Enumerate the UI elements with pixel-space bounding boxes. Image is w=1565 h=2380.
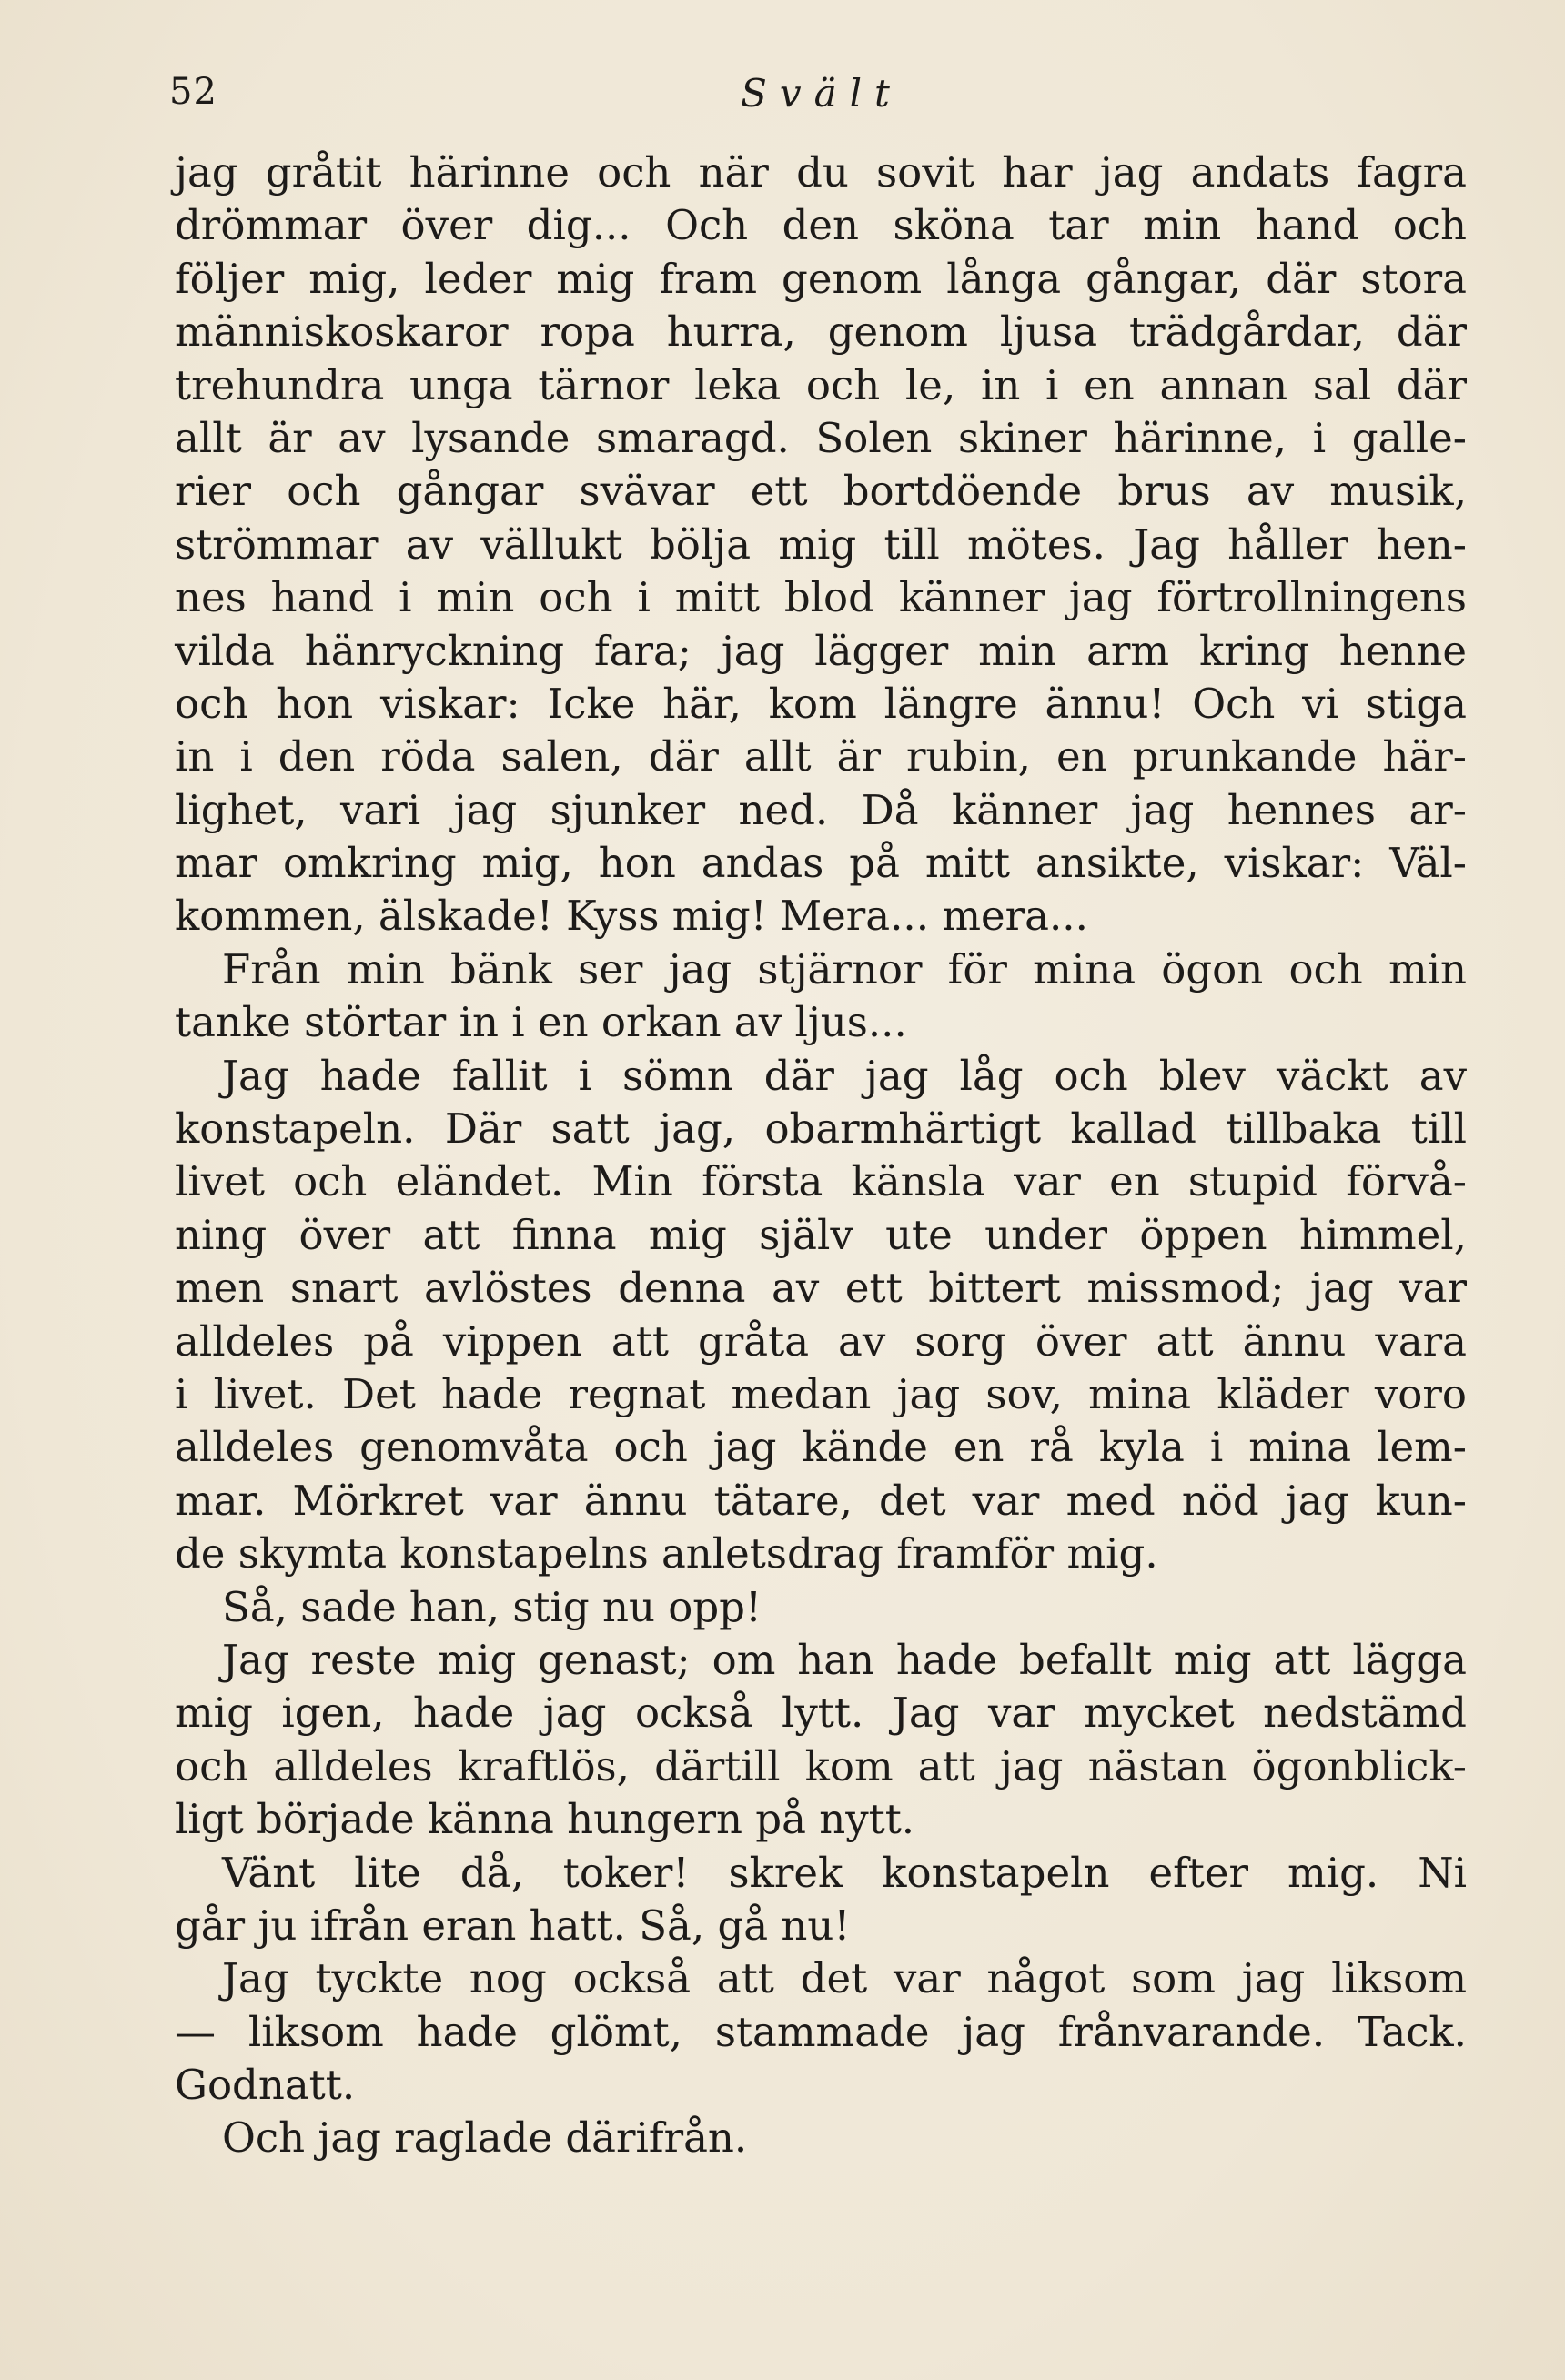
text-line: vilda hänryckning fara; jag lägger min arm kring henne (175, 626, 1467, 675)
text-line: Och jag raglade därifrån. (222, 2113, 748, 2163)
text-line: följer mig, leder mig fram genom långa gångar, där stora (175, 254, 1467, 303)
text-line: mar omkring mig, hon andas på mitt ansikte, viskar: Väl- (175, 839, 1467, 888)
text-line: livet och eländet. Min första känsla var en stupid förvå- (175, 1157, 1467, 1206)
text-line: alldeles genomvåta och jag kände en rå kyla i mina lem- (175, 1423, 1467, 1472)
text-line: Från min bänk ser jag stjärnor för mina ögon och min (222, 944, 1467, 993)
text-line: Jag hade fallit i sömn där jag låg och blev väckt av (222, 1051, 1467, 1100)
text-line: men snart avlöstes denna av ett bittert missmod; jag var (175, 1264, 1467, 1313)
text-line: nes hand i min och i mitt blod känner jag förtrollningens (175, 573, 1467, 622)
text-line: ning över att finna mig själv ute under öppen himmel, (175, 1210, 1467, 1259)
text-line: Så, sade han, stig nu opp! (222, 1582, 762, 1631)
text-line: Jag tyckte nog också att det var något som jag liksom (222, 1954, 1467, 2003)
text-line: konstapeln. Där satt jag, obarmhärtigt kallad tillbaka till (175, 1104, 1467, 1154)
page-number: 52 (169, 71, 217, 113)
text-line: drömmar över dig... Och den sköna tar min hand och (175, 201, 1467, 250)
text-line: trehundra unga tärnor leka och le, in i en annan sal där (175, 360, 1467, 409)
text-line: strömmar av vällukt bölja mig till mötes. Jag håller hen- (175, 519, 1467, 569)
text-line: går ju ifrån eran hatt. Så, gå nu! (175, 1901, 851, 1950)
body-text (175, 146, 1467, 2165)
text-line: och hon viskar: Icke här, kom längre ännu! Och vi stiga (175, 679, 1467, 728)
text-line: människoskaror ropa hurra, genom ljusa trädgårdar, där (175, 308, 1467, 357)
running-head: Svält (741, 71, 903, 116)
text-line: Godnatt. (175, 2061, 356, 2110)
text-line: tanke störtar in i en orkan av ljus... (175, 998, 907, 1047)
text-line: de skymta konstapelns anletsdrag framför mig. (175, 1529, 1158, 1578)
text-line: mar. Mörkret var ännu tätare, det var med nöd jag kun- (175, 1476, 1467, 1525)
text-line: och alldeles kraftlös, därtill kom att jag nästan ögonblick- (175, 1741, 1467, 1790)
text-line: i livet. Det hade regnat medan jag sov, mina kläder voro (175, 1369, 1467, 1418)
text-line: Vänt lite då, toker! skrek konstapeln efter mig. Ni (222, 1848, 1467, 1897)
text-line: allt är av lysande smaragd. Solen skiner härinne, i galle- (175, 413, 1467, 462)
page-header (169, 71, 1461, 126)
text-line: rier och gångar svävar ett bortdöende brus av musik, (175, 467, 1467, 516)
text-line: jag gråtit härinne och när du sovit har jag andats fagra (175, 148, 1467, 197)
text-line: alldeles på vippen att gråta av sorg över att ännu vara (175, 1316, 1467, 1366)
text-line: kommen, älskade! Kyss mig! Mera... mera... (175, 892, 1088, 941)
text-line: lighet, vari jag sjunker ned. Då känner jag hennes ar- (175, 785, 1467, 834)
text-line: in i den röda salen, där allt är rubin, en prunkande här- (175, 732, 1467, 782)
text-line: mig igen, hade jag också lytt. Jag var mycket nedstämd (175, 1689, 1467, 1738)
text-line: — liksom hade glömt, stammade jag frånvarande. Tack. (175, 2007, 1467, 2056)
text-line: Jag reste mig genast; om han hade befallt mig att lägga (222, 1635, 1467, 1684)
text-line: ligt började känna hungern på nytt. (175, 1795, 915, 1844)
